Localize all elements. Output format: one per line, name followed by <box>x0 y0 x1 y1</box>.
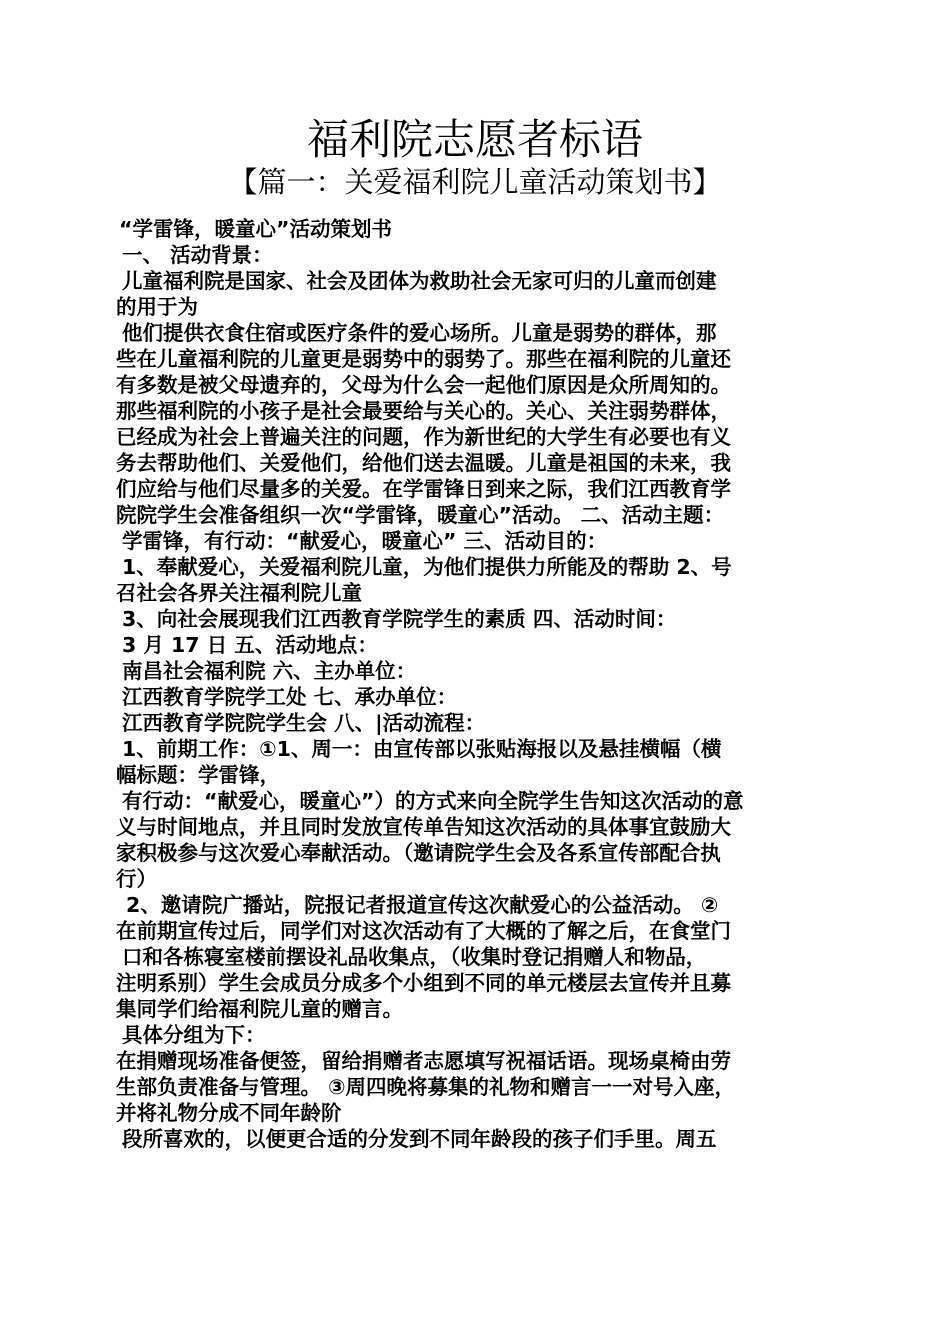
body-line: 务去帮助他们、关爱他们，给他们送去温暖。儿童是祖国的未来，我 <box>116 451 731 475</box>
body-line: 南昌社会福利院 六、主办单位： <box>122 659 417 683</box>
body-line: 口和各栋寝室楼前摆设礼品收集点，（收集时登记捐赠人和物品， <box>122 945 707 969</box>
body-line: 召社会各界关注福利院儿童 <box>116 581 362 605</box>
body-line: 1、奉献爱心，关爱福利院儿童，为他们提供力所能及的帮助 2、号 <box>122 555 732 579</box>
body-line: 那些福利院的小孩子是社会最要给与关心的。关心、关注弱势群体， <box>116 399 731 423</box>
body-line: 江西教育学院学工处 七、承办单位： <box>122 685 458 709</box>
document-body <box>116 216 836 1152</box>
body-line: 段所喜欢的，以便更合适的分发到不同年龄段的孩子们手里。周五 <box>122 1127 717 1151</box>
body-line: 在捐赠现场准备便签，留给捐赠者志愿填写祝福话语。现场桌椅由劳 <box>116 1049 731 1073</box>
body-line: 幅标题：学雷锋， <box>116 763 280 787</box>
body-line: 并将礼物分成不同年龄阶 <box>116 1101 342 1125</box>
body-line: 1、前期工作：①1、周一：由宣传部以张贴海报以及悬挂横幅（横 <box>122 737 722 761</box>
document-title: 福利院志愿者标语 <box>306 115 643 164</box>
body-line: 在前期宣传过后，同学们对这次活动有了大概的了解之后，在食堂门 <box>116 919 731 943</box>
body-line: 家积极参与这次爱心奉献活动。（邀请院学生会及各系宣传部配合执 <box>116 841 721 865</box>
body-line: 的用于为 <box>116 295 198 319</box>
body-line: 注明系别）学生会成员分成多个小组到不同的单元楼层去宣传并且募 <box>116 971 731 995</box>
body-line: 些在儿童福利院的儿童更是弱势中的弱势了。那些在福利院的儿童还 <box>116 347 731 371</box>
body-line: 2、邀请院广播站，院报记者报道宣传这次献爱心的公益活动。 ② <box>126 893 719 917</box>
body-line: 们应给与他们尽量多的关爱。在学雷锋日到来之际，我们江西教育学 <box>116 477 731 501</box>
body-line: 一、 活动背景： <box>122 243 273 267</box>
body-line: 有行动：“献爱心，暖童心”）的方式来向全院学生告知这次活动的意 <box>122 789 744 813</box>
body-line: 集同学们给福利院儿童的赠言。 <box>116 997 403 1021</box>
body-line: 已经成为社会上普遍关注的问题，作为新世纪的大学生有必要也有义 <box>116 425 731 449</box>
body-line: 院院学生会准备组织一次“学雷锋，暖童心”活动。 二、活动主题： <box>116 503 725 527</box>
body-line: “学雷锋，暖童心”活动策划书 <box>119 217 392 241</box>
body-line: 儿童福利院是国家、社会及团体为救助社会无家可归的儿童而创建 <box>122 269 717 293</box>
body-line: 他们提供衣食住宿或医疗条件的爱心场所。儿童是弱势的群体，那 <box>122 321 717 345</box>
body-line: 义与时间地点，并且同时发放宣传单告知这次活动的具体事宜鼓励大 <box>116 815 731 839</box>
body-line: 3 月 17 日 五、活动地点： <box>122 633 378 657</box>
document-subtitle: 【篇一：关爱福利院儿童活动策划书】 <box>228 165 722 199</box>
body-line: 行） <box>116 867 157 891</box>
body-line: 江西教育学院院学生会 八、|活动流程： <box>122 711 486 735</box>
body-line: 生部负责准备与管理。 ③周四晚将募集的礼物和赠言一一对号入座， <box>116 1075 735 1099</box>
body-line: 学雷锋，有行动：“献爱心，暖童心” 三、活动目的： <box>122 529 608 553</box>
body-line: 具体分组为下： <box>122 1023 266 1047</box>
body-line: 有多数是被父母遗弃的，父母为什么会一起他们原因是众所周知的。 <box>116 373 731 397</box>
body-line: 3、向社会展现我们江西教育学院学生的素质 四、活动时间： <box>122 607 677 631</box>
